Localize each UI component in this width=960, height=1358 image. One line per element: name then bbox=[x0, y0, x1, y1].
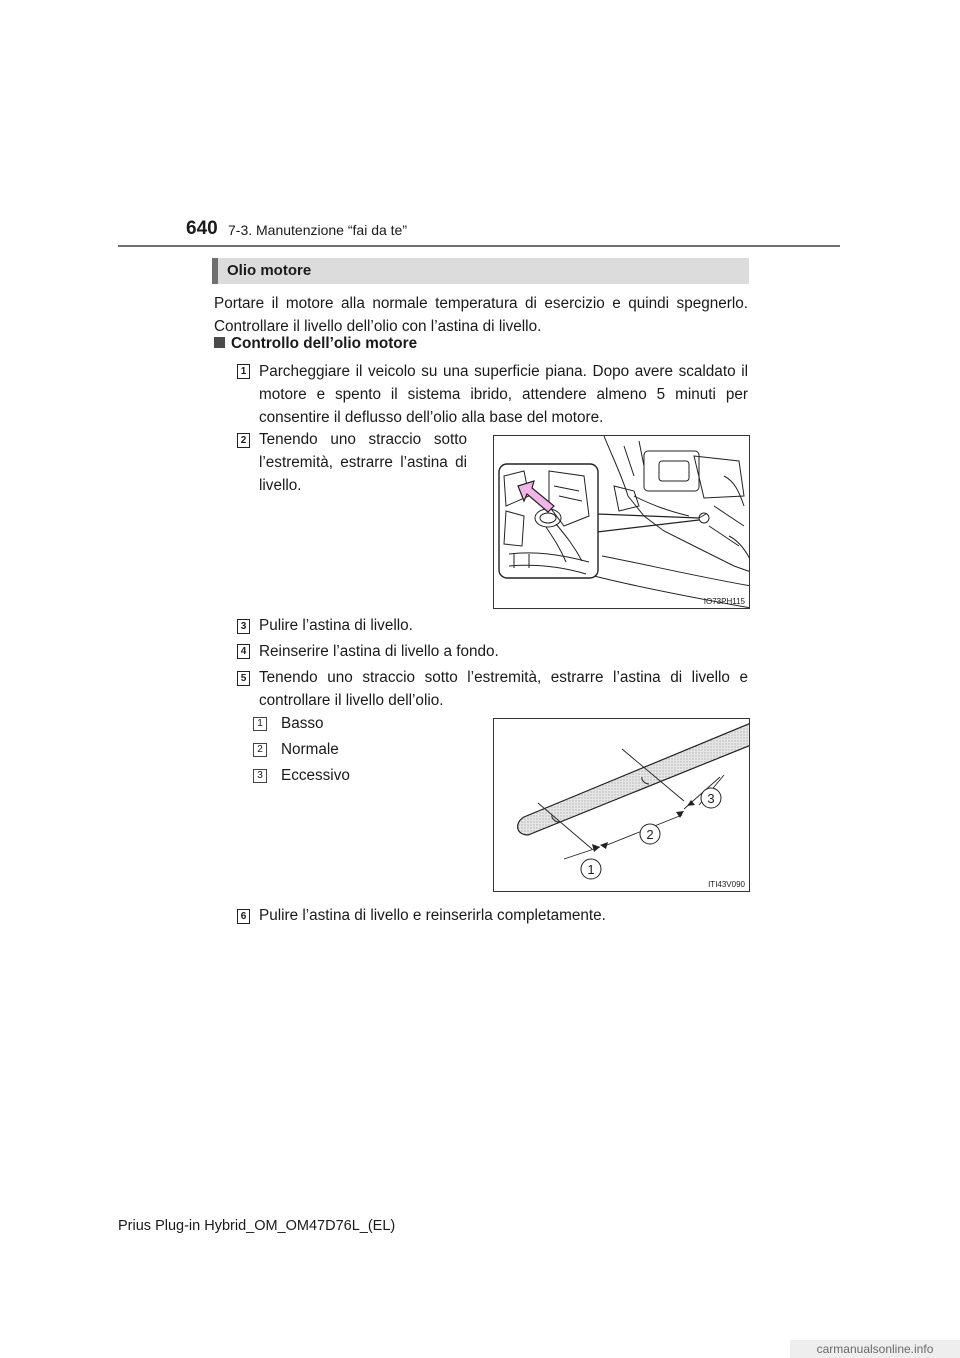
subheading-text: Controllo dell’olio motore bbox=[231, 335, 418, 352]
watermark: carmanualsonline.info bbox=[790, 1340, 960, 1358]
page-number: 640 bbox=[186, 218, 218, 239]
step-text-3: Pulire l’astina di livello. bbox=[259, 617, 413, 634]
dipstick-figure-code: ITI43V090 bbox=[708, 880, 745, 889]
step-number-4: 4 bbox=[237, 644, 250, 659]
engine-bay-figure bbox=[493, 435, 750, 609]
level-label-excessive: Eccessivo bbox=[281, 767, 350, 784]
step-number-1: 1 bbox=[237, 364, 250, 379]
level-label-low: Basso bbox=[281, 715, 324, 732]
header-rule bbox=[118, 245, 840, 247]
dipstick-illustration bbox=[494, 719, 750, 892]
section-header bbox=[212, 258, 749, 284]
dipstick-callout-1: 1 bbox=[587, 862, 595, 877]
chapter-title: 7-3. Manutenzione “fai da te” bbox=[228, 222, 407, 238]
step-text-5: Tenendo uno straccio sotto l’estremità, estrarre l’astina di livello e controllare il livello dell’olio. bbox=[259, 669, 748, 709]
dipstick-figure bbox=[493, 718, 750, 892]
engine-figure-code: IO73PH115 bbox=[703, 597, 745, 606]
intro-paragraph: Portare il motore alla normale temperatura di esercizio e quindi spegnerlo. Controllare il livello dell’olio con l’astina di livello. bbox=[214, 295, 748, 335]
level-number-3: 3 bbox=[253, 769, 267, 783]
square-bullet-icon bbox=[214, 337, 225, 348]
dipstick-callout-3: 3 bbox=[707, 791, 715, 806]
step-text-1: Parcheggiare il veicolo su una superficie piana. Dopo avere scaldato il motore e spento il sistema ibrido, attendere almeno 5 minuti per consentire il deflusso dell’olio alla base del motore. bbox=[259, 363, 748, 426]
engine-bay-illustration bbox=[494, 436, 750, 609]
section-title: Olio motore bbox=[227, 262, 312, 279]
step-number-3: 3 bbox=[237, 619, 250, 634]
step-text-4: Reinserire l’astina di livello a fondo. bbox=[259, 643, 499, 660]
level-number-1: 1 bbox=[253, 717, 267, 731]
dipstick-callout-2: 2 bbox=[646, 827, 654, 842]
level-number-2: 2 bbox=[253, 743, 267, 757]
step-number-6: 6 bbox=[237, 909, 250, 924]
step-text-6: Pulire l’astina di livello e reinserirla completamente. bbox=[259, 907, 606, 924]
level-label-normal: Normale bbox=[281, 741, 339, 758]
step-text-2: Tenendo uno straccio sotto l’estremità, estrarre l’astina di livello. bbox=[259, 431, 467, 494]
step-number-5: 5 bbox=[237, 671, 250, 686]
step-number-2: 2 bbox=[237, 433, 250, 448]
subheading bbox=[214, 335, 417, 353]
document-footer: Prius Plug-in Hybrid_OM_OM47D76L_(EL) bbox=[118, 1218, 396, 1234]
